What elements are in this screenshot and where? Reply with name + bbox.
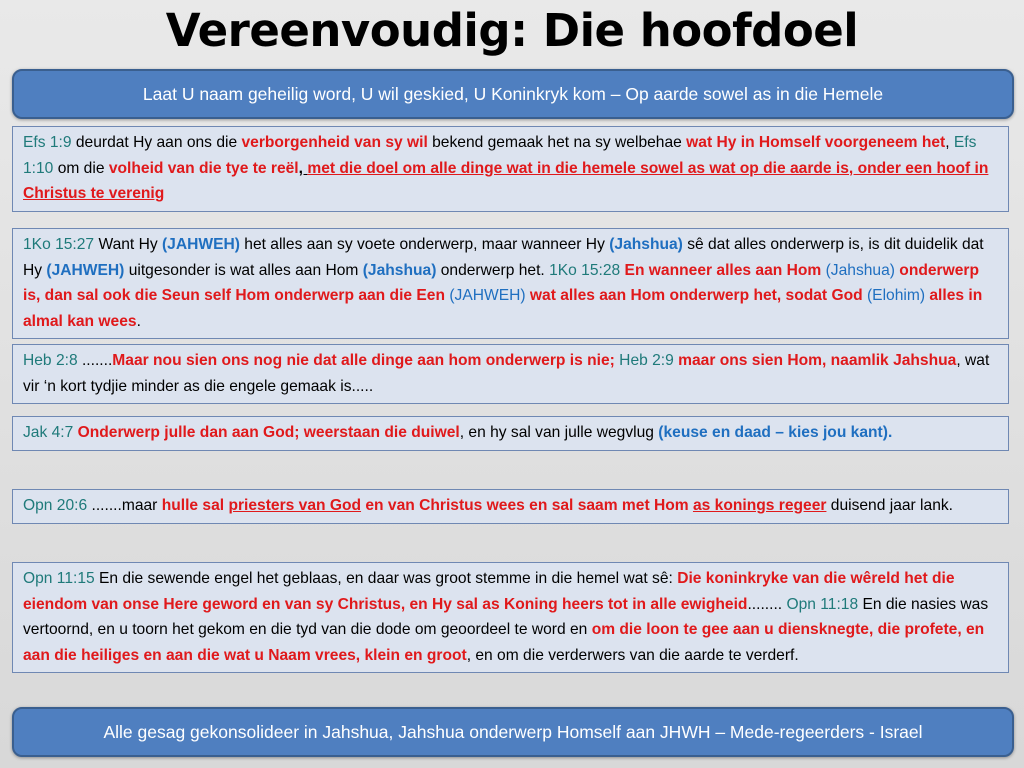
verse-text: , xyxy=(298,159,308,177)
verse-ref: Heb 2:9 xyxy=(614,352,674,369)
verse-text: om die xyxy=(53,159,109,177)
bottom-banner-text: Alle gesag gekonsolideer in Jahshua, Jahshua onderwerp Homself aan JHWH – Mede-regeerders - Israel xyxy=(103,721,923,742)
verse-text: deurdat Hy aan ons die xyxy=(71,134,242,151)
verse-ref: Heb 2:8 xyxy=(23,352,78,369)
highlight-text: maar ons sien Hom, naamlik Jahshua xyxy=(678,352,957,369)
verse-text: , xyxy=(945,134,954,151)
verse-text: duisend jaar lank. xyxy=(826,497,953,514)
highlight-text: hulle sal xyxy=(161,497,229,514)
top-banner xyxy=(12,69,1014,119)
verse-ref: 1Ko 15:27 xyxy=(23,236,95,253)
verse-box-efesiers xyxy=(12,126,1009,212)
verse-box-korintiers xyxy=(12,228,1009,339)
verse-ref: Jak 4:7 xyxy=(23,424,74,441)
verse-text: Want Hy xyxy=(94,236,162,253)
verse-text: , wat vir ‘n kort tydjie minder as die engele gemaak is..... xyxy=(23,352,990,395)
verse-ref: Efs 1:9 xyxy=(23,134,72,151)
name-text: (JAHWEH) xyxy=(445,287,526,304)
highlight-text: as konings regeer xyxy=(692,497,827,514)
verse-text: , en om die verderwers van die aarde te verderf. xyxy=(466,646,799,664)
verse-ref: Opn 11:18 xyxy=(786,595,859,613)
highlight-text: verborgenheid van sy wil xyxy=(241,134,428,151)
verse-ref: 1Ko 15:28 xyxy=(549,261,621,279)
highlight-text: wat alles aan Hom onderwerp het, sodat God xyxy=(525,287,863,304)
highlight-text: onderwerp is, dan sal ook die Seun self Hom onderwerp aan die Een xyxy=(23,261,980,304)
highlight-text: Die koninkryke van die wêreld het die eiendom van onse Here geword en van sy Christus, en Hy sal as Koning heers tot in alle ewigheid xyxy=(23,570,955,613)
top-banner-text: Laat U naam geheilig word, U wil geskied, U Koninkryk kom – Op aarde sowel as in die Hemele xyxy=(142,83,884,104)
verse-box-openbaring-20 xyxy=(12,489,1009,524)
verse-ref: Efs 1:10 xyxy=(23,134,977,177)
name-text: (Jahshua) xyxy=(821,261,895,279)
note-text: (keuse en daad – kies jou kant). xyxy=(658,424,893,441)
page-title: Vereenvoudig: Die hoofdoel xyxy=(165,4,859,57)
highlight-text: alles in almal kan wees xyxy=(23,287,983,330)
name-text: (Jahshua) xyxy=(362,261,437,279)
verse-ref: Opn 20:6 xyxy=(23,497,88,514)
verse-text: ........ xyxy=(747,595,787,613)
verse-text: uitgesonder is wat alles aan Hom xyxy=(124,261,363,279)
name-text: (JAHWEH) xyxy=(46,261,125,279)
highlight-text: met die doel om alle dinge wat in die hemele sowel as wat op die aarde is, onder een hoof in Christus te verenig xyxy=(23,159,989,202)
verse-text: , en hy sal van julle wegvlug xyxy=(459,424,659,441)
verse-text: En die sewende engel het geblaas, en daar was groot stemme in die hemel wat sê: xyxy=(94,570,678,587)
name-text: (Jahshua) xyxy=(609,236,683,253)
verse-text: En die nasies was vertoornd, en u toorn het gekom en die tyd van die dode om geoordeel te word en xyxy=(23,595,989,638)
highlight-text: wat Hy in Homself voorgeneem het xyxy=(686,134,946,151)
name-text: (JAHWEH) xyxy=(161,236,240,253)
highlight-text: en van Christus wees en sal saam met Hom xyxy=(361,497,693,514)
highlight-text: volheid van die tye te reël xyxy=(108,159,299,177)
verse-box-openbaring-11 xyxy=(12,562,1009,673)
verse-text: . xyxy=(136,312,141,330)
highlight-text: Onderwerp julle dan aan God; weerstaan die duiwel xyxy=(77,424,460,441)
verse-text: onderwerp het. xyxy=(436,261,550,279)
verse-text: bekend gemaak het na sy welbehae xyxy=(427,134,687,151)
bottom-banner xyxy=(12,707,1014,757)
verse-ref: Opn 11:15 xyxy=(23,570,95,587)
verse-box-jakobus xyxy=(12,416,1009,451)
highlight-text: priesters van God xyxy=(228,497,362,514)
verse-text: sê dat alles onderwerp is, is dit duidelik dat Hy xyxy=(23,236,984,279)
verse-text: het alles aan sy voete onderwerp, maar wanneer Hy xyxy=(239,236,610,253)
highlight-text: En wanneer alles aan Hom xyxy=(624,261,822,279)
verse-text: .......maar xyxy=(87,497,162,514)
highlight-text: Maar nou sien ons nog nie dat alle dinge aan hom onderwerp is nie; xyxy=(112,352,615,369)
highlight-text: om die loon te gee aan u diensknegte, die profete, en aan die heiliges en aan die wat u Naam vrees, klein en groot xyxy=(23,621,985,664)
name-text: (Elohim) xyxy=(862,287,926,304)
verse-text: ....... xyxy=(77,352,113,369)
verse-box-hebreers xyxy=(12,344,1009,404)
